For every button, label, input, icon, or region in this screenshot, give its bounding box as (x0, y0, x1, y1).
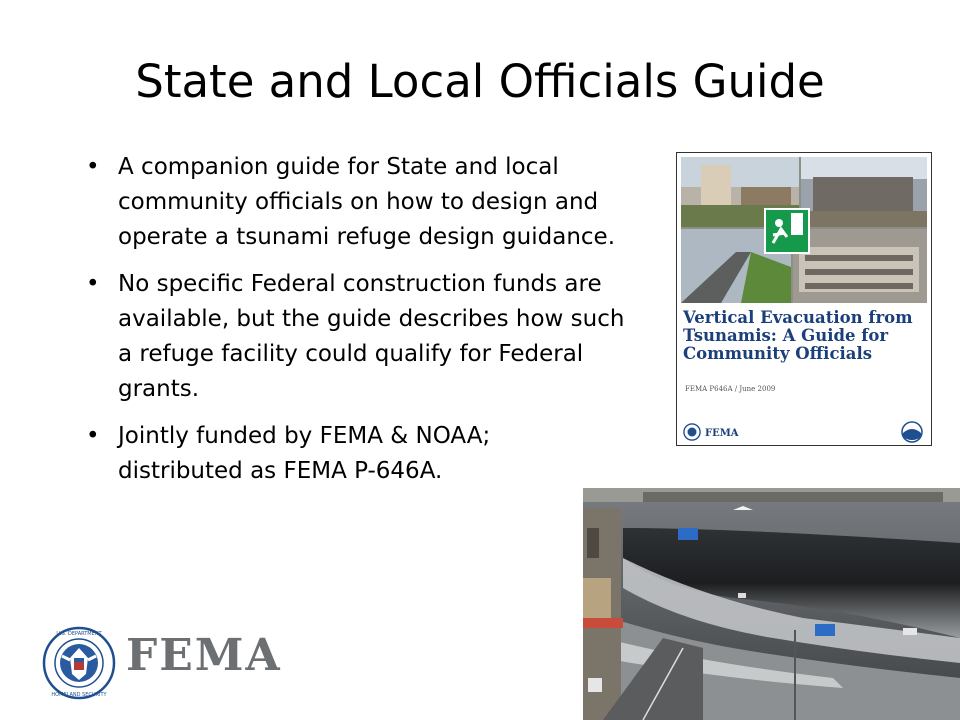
cover-meta: FEMA P646A / June 2009 (685, 385, 776, 393)
dhs-seal-small-icon (683, 423, 701, 441)
cover-agency: FEMA (705, 428, 739, 439)
bullet-item (80, 419, 588, 489)
slide-title: State and Local Officials Guide (135, 55, 825, 108)
bullet-text: No specific Federal construction funds are available, but the guide describes how such a refuge facility could qualify for Federal grants. (118, 271, 625, 402)
bullet-item (80, 267, 640, 407)
noaa-logo-icon (901, 421, 923, 443)
bullet-list (80, 150, 640, 501)
bullet-text: A companion guide for State and local community officials on how to design and operate a tsunami refuge design guidance. (118, 154, 616, 250)
bullet-dot: • (86, 154, 100, 180)
svg-text:HOMELAND SECURITY: HOMELAND SECURITY (51, 692, 107, 698)
fema-logo: FEMA (126, 630, 282, 681)
dhs-seal-icon (42, 626, 116, 700)
tsunami-photo (583, 488, 960, 720)
bullet-text: Jointly funded by FEMA & NOAA; distributed as FEMA P-646A. (118, 423, 491, 484)
cover-title: Vertical Evacuation from Tsunamis: A Guide for Community Officials (683, 308, 913, 363)
bullet-dot: • (86, 423, 100, 449)
svg-text:U.S. DEPARTMENT: U.S. DEPARTMENT (56, 631, 102, 637)
bullet-item (80, 150, 640, 255)
guide-cover-image (676, 152, 932, 446)
cover-photo-collage (681, 157, 927, 303)
bullet-dot: • (86, 271, 100, 297)
